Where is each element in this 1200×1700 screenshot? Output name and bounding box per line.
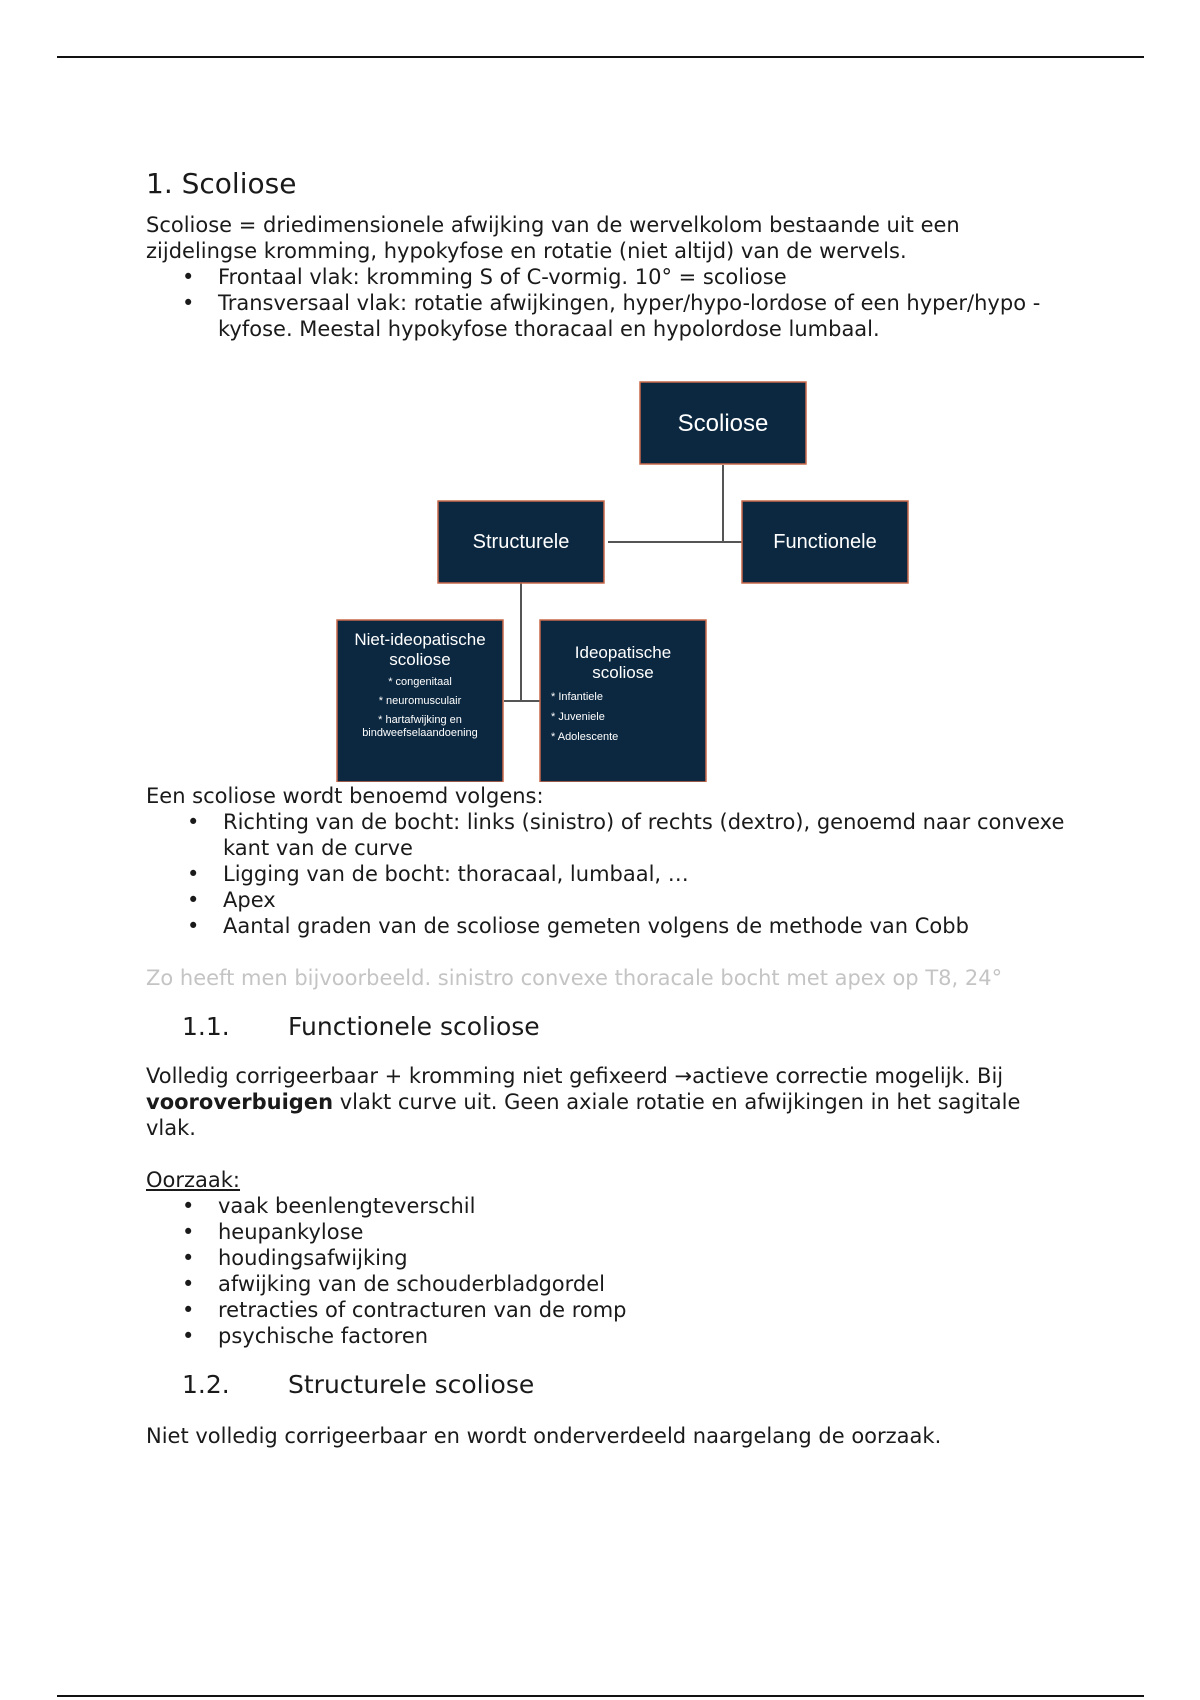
list-item: • Aantal graden van de scoliose gemeten volgens de methode van Cobb	[223, 913, 1066, 939]
diagram-child1-title: Niet-ideopatische	[354, 630, 486, 649]
list-item: • heupankylose	[218, 1219, 1066, 1245]
list-item: • Frontaal vlak: kromming S of C-vormig. 10° = scoliose	[218, 264, 1066, 290]
diagram-child2-title: scoliose	[592, 663, 654, 682]
bold-term: vooroverbuigen	[146, 1090, 334, 1114]
subsection-title: Functionele scoliose	[288, 1012, 540, 1041]
structurele-paragraph: Niet volledig corrigeerbaar en wordt onderverdeeld naargelang de oorzaak.	[146, 1424, 942, 1448]
diagram-child2-item: * Juveniele	[551, 711, 605, 723]
subsection-heading	[146, 1011, 1066, 1043]
list-item: • Ligging van de bocht: thoracaal, lumbaal, …	[223, 861, 1066, 887]
top-rule	[57, 56, 1144, 58]
diagram-root-label: Scoliose	[677, 410, 769, 437]
diagram-functionele-label: Functionele	[773, 531, 877, 553]
cause-label: Oorzaak:	[146, 1168, 241, 1192]
paragraph-text: Volledig corrigeerbaar + kromming niet gefixeerd →actieve correctie mogelijk. Bij	[146, 1064, 1004, 1088]
document-content	[146, 166, 1066, 1449]
list-item: • Transversaal vlak: rotatie afwijkingen, hyper/hypo-lordose of een hyper/hypo -kyfose. Meestal hypokyfose thoracaal en hypolordose lumbaal.	[218, 290, 1066, 342]
intro-paragraph: Scoliose = driedimensionele afwijking van de wervelkolom bestaande uit een zijdelingse kromming, hypokyfose en rotatie (niet altijd) van de wervels.	[146, 213, 960, 263]
diagram-structurele-label: Structurele	[472, 531, 570, 553]
list-item: • Richting van de bocht: links (sinistro) of rechts (dextro), genoemd naar convexe kant van de curve	[223, 809, 1066, 861]
diagram-child1-item: * congenitaal	[388, 676, 452, 688]
list-item: • retracties of contracturen van de romp	[218, 1297, 1066, 1323]
bottom-rule	[57, 1695, 1144, 1697]
scoliose-diagram	[146, 342, 1066, 782]
subsection-number: 1.1.	[182, 1012, 230, 1041]
diagram-child1-item: bindweefselaandoening	[362, 727, 478, 739]
subsection-title: Structurele scoliose	[288, 1370, 535, 1399]
list-item: • vaak beenlengteverschil	[218, 1193, 1066, 1219]
list-item: • Apex	[223, 887, 1066, 913]
diagram-child2-item: * Adolescente	[551, 731, 619, 743]
section-title: 1. Scoliose	[146, 167, 297, 200]
naming-list	[146, 809, 1066, 939]
diagram-child1-item: * neuromusculair	[378, 695, 462, 707]
diagram-child1-item: * hartafwijking en	[378, 714, 462, 726]
paragraph-text: vlakt curve uit. Geen axiale rotatie en afwijkingen in het sagitale vlak.	[146, 1090, 1021, 1140]
list-item: • psychische factoren	[218, 1323, 1066, 1349]
subsection-heading	[146, 1369, 1066, 1401]
list-item: • afwijking van de schouderbladgordel	[218, 1271, 1066, 1297]
diagram-svg	[146, 342, 1066, 782]
example-text: Zo heeft men bijvoorbeeld. sinistro convexe thoracale bocht met apex op T8, 24°	[146, 966, 1003, 990]
cause-list	[146, 1193, 1066, 1349]
functionele-paragraph	[146, 1063, 1066, 1141]
plane-list	[146, 264, 1066, 342]
diagram-child1-title: scoliose	[389, 650, 451, 669]
subsection-number: 1.2.	[182, 1370, 230, 1399]
diagram-child2-item: * Infantiele	[551, 691, 603, 703]
list-item: • houdingsafwijking	[218, 1245, 1066, 1271]
diagram-child2-title: Ideopatische	[574, 643, 672, 662]
naming-intro: Een scoliose wordt benoemd volgens:	[146, 784, 544, 808]
